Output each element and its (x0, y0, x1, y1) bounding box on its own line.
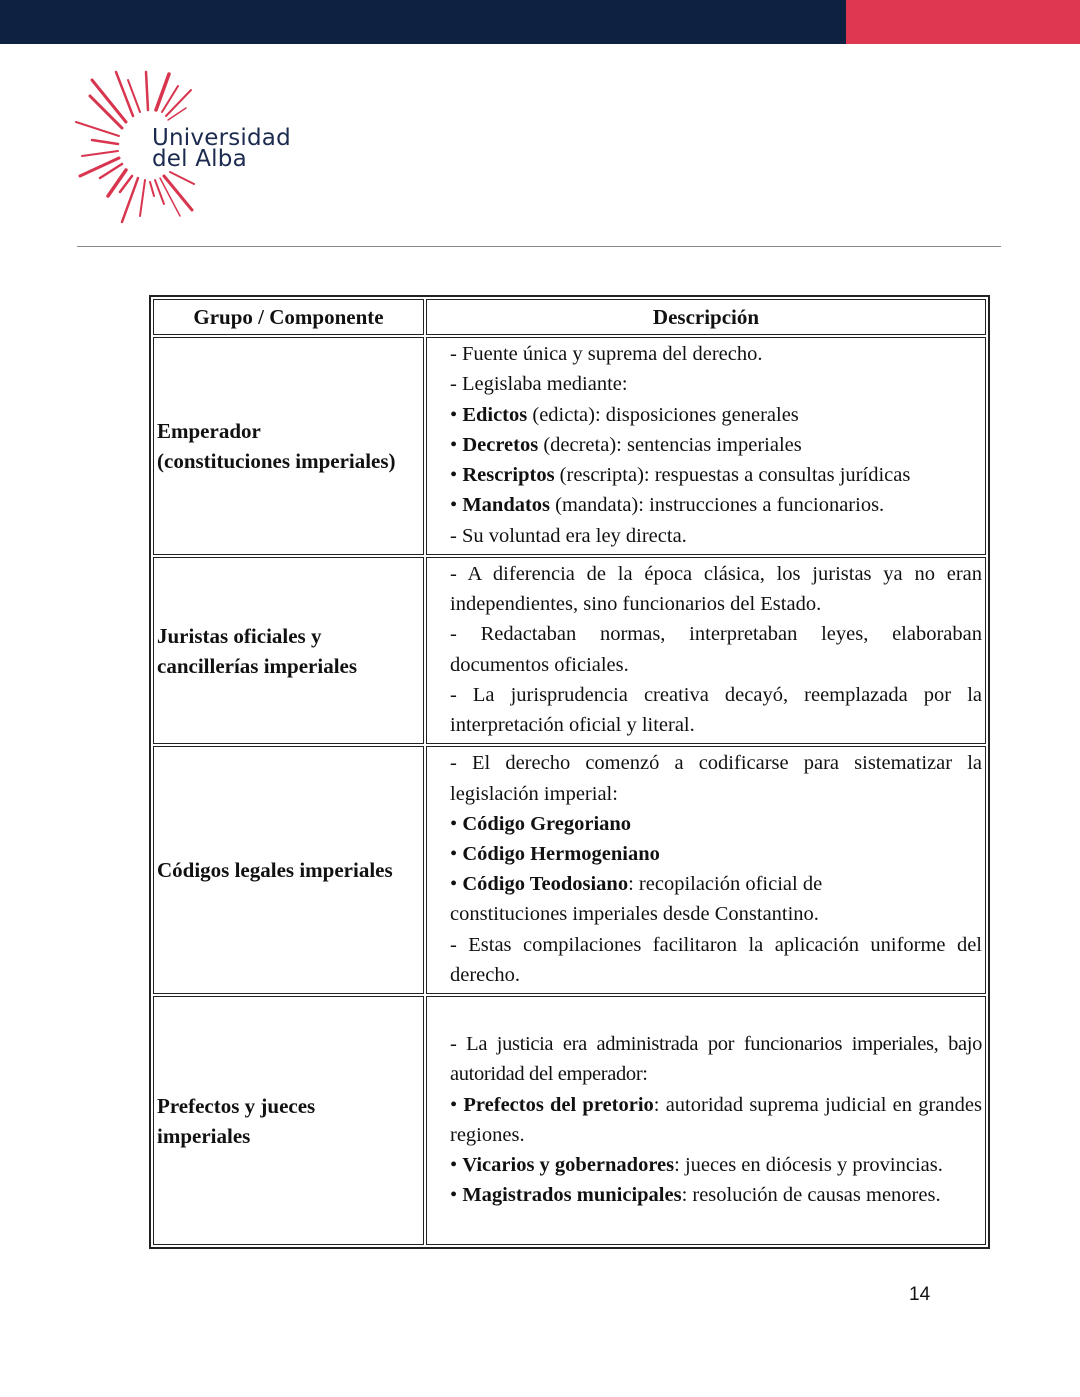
bullet-icon: • (450, 433, 463, 456)
description-line: - Estas compilaciones facilitaron la aplicación uniforme del derecho. (450, 933, 982, 986)
description-line: - El derecho comenzó a codificarse para sistematizar la legislación imperial: (450, 752, 982, 805)
bullet-item (450, 400, 982, 430)
description-cell (426, 337, 986, 555)
top-bar-navy-segment (0, 0, 846, 44)
group-cell (153, 996, 424, 1245)
bullet-text: (edicta): disposiciones generales (527, 403, 799, 426)
bullet-text: : recopilación oficial de constituciones imperiales desde Constantino. (450, 873, 823, 926)
bullet-icon: • (450, 843, 463, 866)
description-cell (426, 746, 986, 994)
bullet-icon: • (450, 1184, 463, 1207)
bullet-item (450, 839, 982, 869)
group-cell (153, 337, 424, 555)
top-bar-red-segment (846, 0, 1080, 44)
university-logo (74, 66, 304, 228)
header-divider (77, 246, 1001, 247)
group-label-line: Emperador (157, 419, 261, 443)
bullet-text: (mandata): instrucciones a funcionarios. (550, 494, 885, 517)
group-label-line: (constituciones imperiales) (157, 449, 396, 473)
table-header-row (153, 299, 986, 335)
description-line: - Fuente única y suprema del derecho. (450, 343, 763, 366)
column-header-group: Grupo / Componente (153, 299, 424, 335)
bullet-text: : jueces en diócesis y provincias. (674, 1153, 943, 1176)
group-label-line: Juristas oficiales y (157, 623, 322, 648)
bullet-item (450, 1180, 982, 1210)
university-name-line2: del Alba (152, 146, 247, 172)
bullet-term: Decretos (462, 433, 539, 456)
description-cell (426, 996, 986, 1245)
description-line: - Su voluntad era ley directa. (450, 524, 687, 547)
bullet-term: Mandatos (462, 494, 551, 517)
group-cell (153, 746, 424, 994)
bullet-term: Código Gregoriano (462, 812, 632, 835)
table-row (153, 996, 986, 1245)
bullet-term: Código Hermogeniano (462, 843, 660, 866)
column-header-description: Descripción (426, 299, 986, 335)
description-line: - A diferencia de la época clásica, los juristas ya no eran independientes, sino funcionarios del Estado. (450, 563, 982, 616)
description-line: - La justicia era administrada por funcionarios imperiales, bajo autoridad del emperador: (450, 1033, 982, 1086)
bullet-item (450, 1150, 982, 1180)
bullet-term: Vicarios y gobernadores (462, 1153, 675, 1176)
description-line: - Legislaba mediante: (450, 373, 628, 396)
description-line: - Redactaban normas, interpretaban leyes, elaboraban documentos oficiales. (450, 623, 982, 676)
bullet-term: Rescriptos (462, 464, 555, 487)
bullet-icon: • (450, 494, 463, 517)
bullet-term: Prefectos del pretorio (463, 1093, 654, 1116)
bullet-item (450, 460, 982, 490)
university-name (152, 125, 291, 172)
bullet-icon: • (450, 812, 463, 835)
bullet-text: : resolución de causas menores. (681, 1184, 941, 1207)
bullet-item (450, 809, 982, 839)
bullet-icon: • (450, 1093, 464, 1116)
bullet-term: Magistrados municipales (462, 1184, 682, 1207)
bullet-icon: • (450, 873, 463, 896)
roman-law-table (150, 296, 989, 1248)
description-line: - La jurisprudencia creativa decayó, reemplazada por la interpretación oficial y literal. (450, 683, 982, 737)
group-cell (153, 557, 424, 744)
bullet-icon: • (450, 464, 463, 487)
group-label-line: imperiales (157, 1123, 251, 1148)
bullet-item (450, 869, 982, 929)
bullet-text: : autoridad suprema judicial en grandes regiones. (450, 1093, 982, 1146)
table-row (153, 746, 986, 994)
page-number: 14 (909, 1284, 931, 1305)
bullet-item (450, 490, 982, 520)
table-row (153, 557, 986, 744)
table-row (153, 337, 986, 555)
bullet-term: Edictos (462, 403, 528, 426)
bullet-icon: • (450, 403, 463, 426)
group-label-line: Prefectos y jueces (157, 1093, 316, 1118)
description-cell (426, 557, 986, 744)
bullet-icon: • (450, 1153, 463, 1176)
university-name-line1: Universidad (152, 125, 291, 151)
bullet-text: (rescripta): respuestas a consultas jurídicas (554, 464, 911, 487)
bullet-item (450, 1090, 982, 1150)
bullet-item (450, 430, 982, 460)
group-label-line: cancillerías imperiales (157, 653, 358, 678)
group-label-line: Códigos legales imperiales (157, 858, 393, 883)
bullet-term: Código Teodosiano (462, 873, 629, 896)
bullet-text: (decreta): sentencias imperiales (538, 433, 802, 456)
top-color-bar (0, 0, 1080, 44)
